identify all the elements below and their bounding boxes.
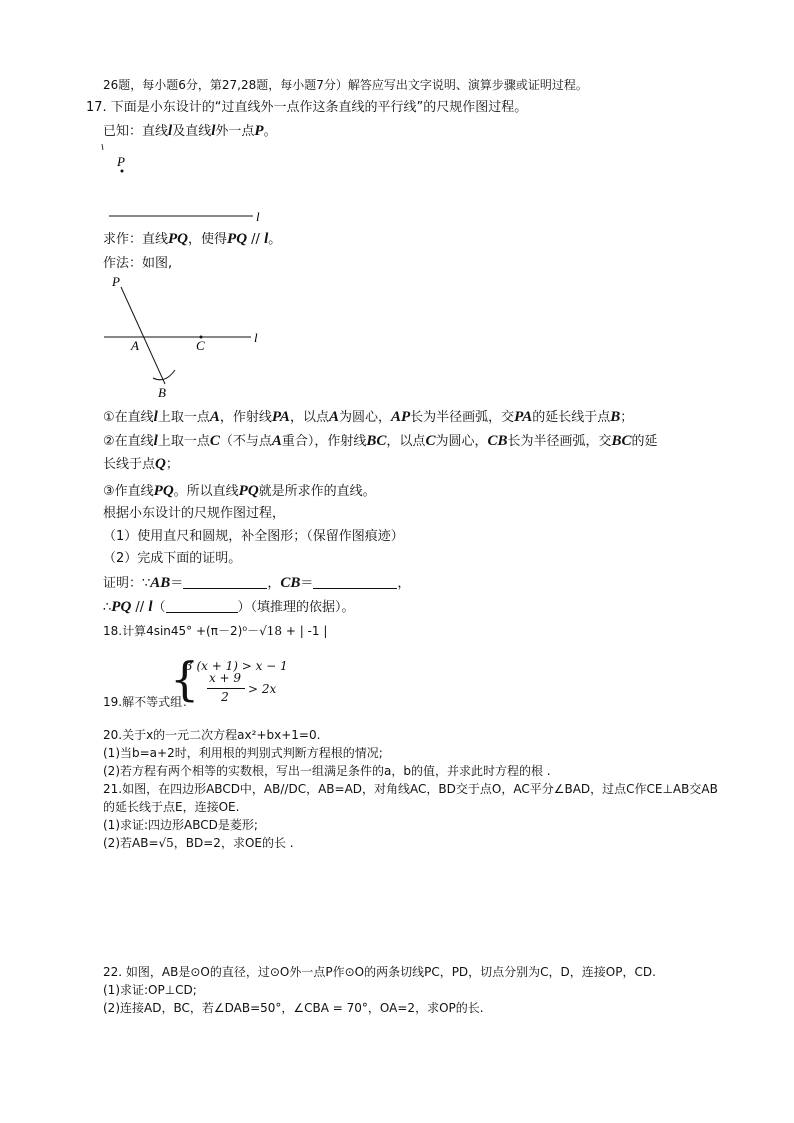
s1-t1: ①在直线 (103, 410, 154, 425)
s3-pq2: PQ (238, 483, 259, 499)
q17-required (103, 230, 281, 249)
s1-t8: ； (620, 410, 634, 425)
q21-p2a: (2)若AB= (103, 836, 159, 850)
s2-t1: ②在直线 (103, 434, 154, 449)
figure-point-and-line (95, 140, 275, 230)
q18-sqrt: √18 (259, 624, 283, 638)
q18-text: 18.计算4sin45° +(π－2)⁰－ (103, 624, 260, 638)
proof-blank-reason[interactable] (166, 598, 238, 613)
s2-bc: BC (366, 433, 387, 449)
p1-eq2: ＝ (300, 576, 314, 591)
known-prefix: 已知：直线 (103, 124, 169, 139)
q21-p2b: ，BD=2，求OE的长 . (173, 836, 294, 850)
s1-t4: ，以点 (289, 410, 329, 425)
fig1-tick (102, 144, 103, 150)
p1-cb: CB (280, 575, 301, 591)
q22-part2: (2)连接AD，BC，若∠DAB=50°，∠CBA = 70°，OA=2，求OP的长. (103, 1001, 484, 1015)
known-mid: 及直线 (172, 124, 212, 139)
p2-t3: ）（填推理的依据）。 (237, 600, 355, 615)
q19-rhs: > 2x (248, 682, 277, 696)
p2-l: l (148, 599, 153, 615)
q17-step2-cont (103, 455, 179, 474)
figure-construction (95, 272, 275, 402)
q17-proof2 (103, 598, 355, 617)
q17-sub1: （1）使用直尺和圆规，补全图形；（保留作图痕迹） (103, 529, 404, 544)
req-l: l (264, 231, 269, 247)
req-end: 。 (268, 232, 282, 247)
q22-part1: (1)求证:OP⊥CD; (103, 983, 197, 997)
p2-par: // (131, 600, 149, 615)
p1-comma: ， (267, 576, 281, 591)
proof-blank-ab[interactable] (183, 574, 267, 589)
s3-t3: 就是所求作的直线。 (258, 484, 376, 499)
q17-method: 作法：如图, (103, 256, 173, 271)
s1-t6: 长为半径画弧，交 (410, 410, 515, 425)
q20-part1: (1)当b=a+2时，利用根的判别式判断方程根的情况; (103, 746, 383, 760)
s2-l: l (153, 433, 158, 449)
q20-stem: 20.关于x的一元二次方程ax²+bx+1=0. (103, 728, 321, 742)
p1-end: ， (397, 576, 411, 591)
q18-rest: + | -1 | (282, 624, 328, 638)
s2-t2: 上取一点 (157, 434, 210, 449)
req-prefix: 求作：直线 (103, 232, 169, 247)
s2-bc2: BC (611, 433, 632, 449)
q19-brace: { (170, 652, 200, 706)
q22-line1: 22. 如图，AB是⊙O的直径，过⊙O外一点P作⊙O的两条切线PC，PD，切点分别为C，D，连接OP，CD. (103, 965, 656, 979)
s1-t5: 为圆心， (338, 410, 391, 425)
known-l: l (168, 123, 173, 139)
s1-ap: AP (390, 409, 411, 425)
s2-t8: 的延 (631, 434, 658, 449)
p2-pq: PQ (111, 599, 132, 615)
s3-t1: ③作直线 (103, 484, 154, 499)
fig2-label-b: B (158, 385, 166, 400)
p1-eq1: ＝ (170, 576, 184, 591)
s1-pa: PA (271, 409, 290, 425)
q17-proof1 (103, 574, 410, 593)
p1-t1: 证明：∵ (103, 576, 151, 591)
intro-line: 26题，每小题6分，第27,28题，每小题7分）解答应写出文字说明、演算步骤或证明过程。 (103, 78, 588, 92)
s2-a: A (271, 433, 282, 449)
fig2-label-a: A (131, 338, 139, 353)
s1-t3: ，作射线 (219, 410, 272, 425)
s1-l: l (153, 409, 158, 425)
q19-ineq1: 3 (x + 1) > x − 1 (185, 659, 288, 673)
s2-t10: ； (165, 457, 179, 472)
fig1-label-l: l (256, 209, 260, 224)
q19-denominator: 2 (221, 690, 229, 704)
q20-part2: (2)若方程有两个相等的实数根，写出一组满足条件的a，b的值，并求此时方程的根 . (103, 764, 551, 778)
s2-t7: 长为半径画弧，交 (507, 434, 612, 449)
s2-q: Q (155, 456, 166, 472)
fig2-label-l: l (254, 330, 258, 345)
p2-t1: ∴ (103, 600, 112, 615)
q17-according: 根据小东设计的尺规作图过程， (103, 506, 286, 521)
s1-t7: 的延长线于点 (532, 410, 611, 425)
known-mid2: 外一点 (215, 124, 255, 139)
q21-part1: (1)求证:四边形ABCD是菱形; (103, 818, 258, 832)
req-pq: PQ (168, 231, 189, 247)
s2-t9: 长线于点 (103, 457, 156, 472)
q17-step2 (103, 432, 658, 451)
q21-part2 (103, 834, 294, 852)
s1-b: B (610, 409, 621, 425)
req-pq2: PQ (227, 231, 248, 247)
s3-pq: PQ (153, 483, 174, 499)
q19-label: 19.解不等式组： (103, 695, 195, 709)
s1-a2: A (328, 409, 339, 425)
q21-sqrt: √5 (158, 836, 174, 850)
s2-t3: （不与点 (219, 434, 272, 449)
q21-line1: 21.如图，在四边形ABCD中，AB//DC，AB=AD，对角线AC，BD交于点O，AC平分∠BAD，过点C作CE⊥AB交AB (103, 782, 718, 796)
q21-line2: 的延长线于点E，连接OE. (103, 800, 240, 814)
q18 (103, 622, 327, 640)
known-l2: l (211, 123, 216, 139)
fig2-label-c: C (196, 338, 205, 353)
s1-a: A (209, 409, 220, 425)
q17-known (103, 122, 277, 141)
s2-c2: C (425, 433, 436, 449)
fig2-label-p: P (112, 274, 120, 289)
proof-blank-cb[interactable] (313, 574, 397, 589)
req-mid: ，使得 (188, 232, 228, 247)
known-end: 。 (263, 124, 277, 139)
s1-t2: 上取一点 (157, 410, 210, 425)
known-p: P (254, 123, 264, 139)
s2-t4: 重合），作射线 (281, 434, 367, 449)
s2-t5: ，以点 (386, 434, 426, 449)
q17-step3 (103, 482, 376, 501)
s2-c: C (209, 433, 220, 449)
q17-sub2: （2）完成下面的证明。 (103, 551, 242, 566)
q17-stem: 17. 下面是小东设计的“过直线外一点作这条直线的平行线”的尺规作图过程。 (86, 100, 528, 115)
req-par: // (247, 232, 265, 247)
q19-numerator: x + 9 (208, 671, 242, 685)
s2-t6: 为圆心， (435, 434, 488, 449)
p1-ab: AB (150, 575, 171, 591)
fig2-arc (153, 370, 175, 380)
s2-cb: CB (487, 433, 508, 449)
s3-t2: 。所以直线 (173, 484, 239, 499)
fig2-ray-pa (121, 287, 165, 384)
fig1-point-p (121, 170, 124, 173)
q17-step1 (103, 408, 633, 427)
p2-t2: （ (152, 600, 166, 615)
q19-fraction-bar (207, 688, 245, 689)
s1-pa2: PA (514, 409, 533, 425)
fig1-label-p: P (117, 154, 125, 169)
